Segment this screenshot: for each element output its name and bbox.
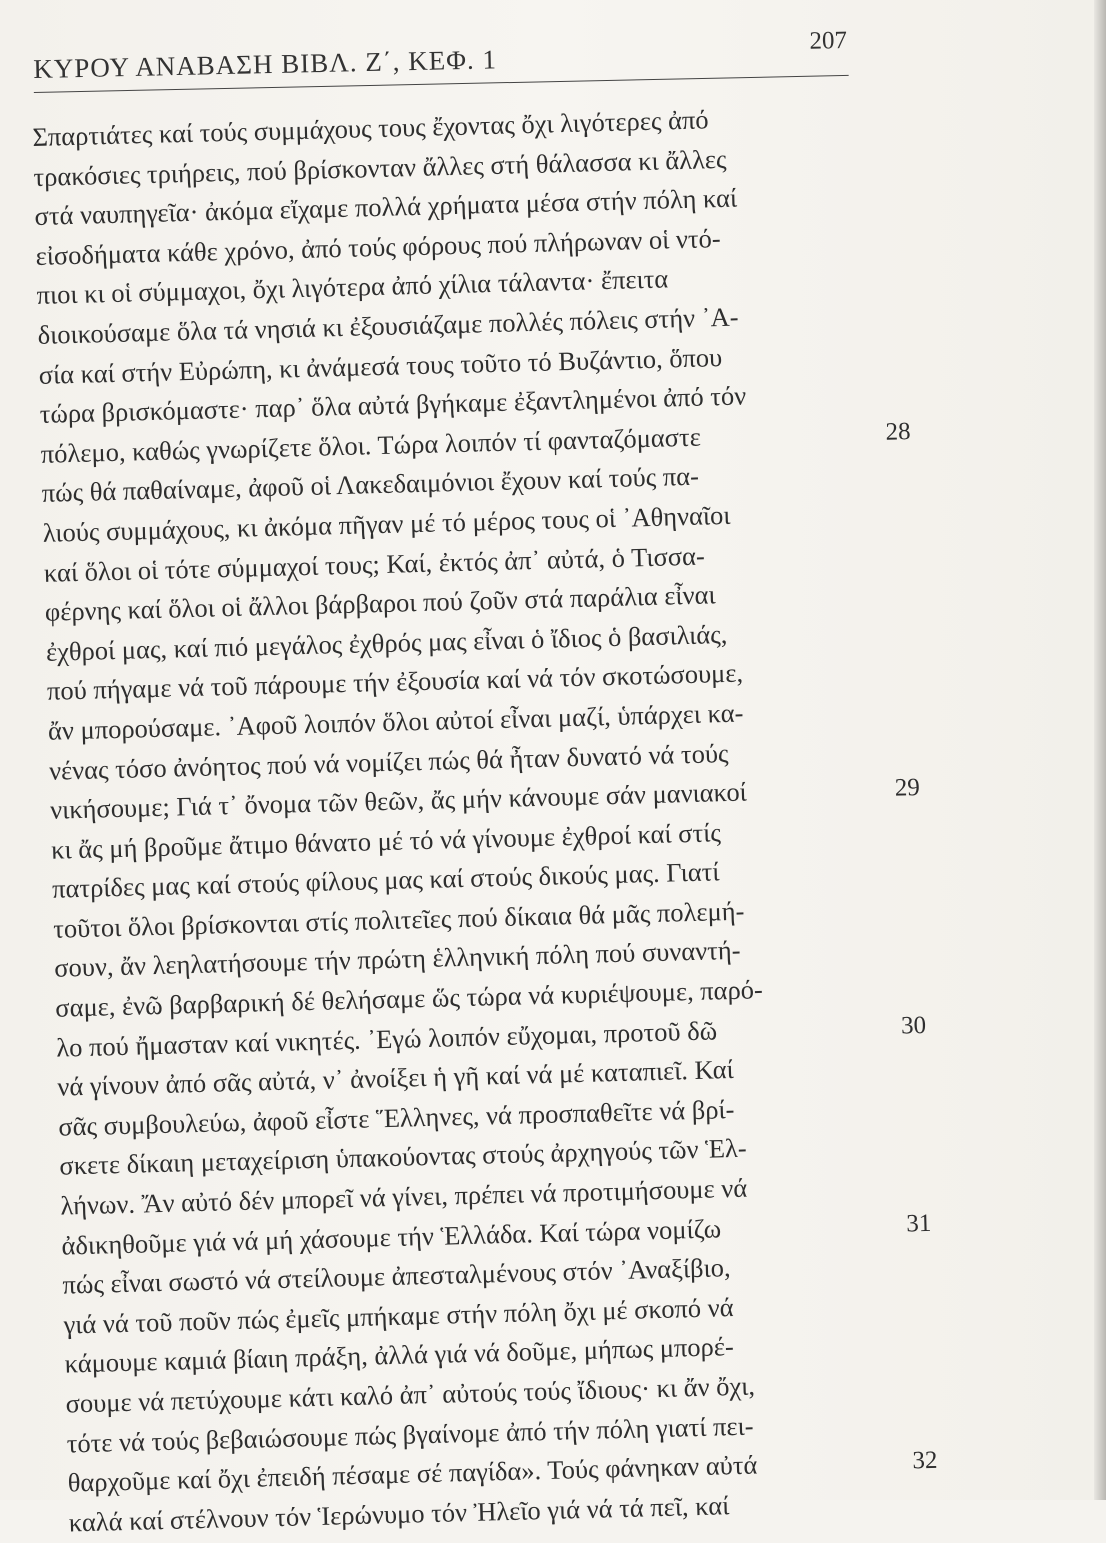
line-text: λο πού ἤμασταν καί νικητές. ᾿Εγώ λοιπόν εὔχομαι, προτοῦ δῶ: [55, 1015, 718, 1063]
line-text: καλά καί στέλνουν τόν Ἱερώνυμο τόν Ἠλεῖο γιά νά τά πεῖ, καί: [68, 1490, 730, 1538]
line-text: πιοι κι οἱ σύμμαχοι, ὄχι λιγότερα ἀπό χίλια τάλαντα· ἔπειτα: [36, 263, 669, 311]
line-text: νικήσουμε; Γιά τ᾿ ὄνομα τῶν θεῶν, ἄς μήν κάνουμε σάν μανιακοί: [49, 776, 748, 825]
running-head: ΚΥΡΟΥ ΑΝΑΒΑΣΗ ΒΙΒΛ. Ζ΄, ΚΕΦ. 1: [33, 44, 498, 85]
line-text: καί ὅλοι οἱ τότε σύμμαχοί τους; Καί, ἐκτός ἀπ᾿ αὐτά, ὁ Τισσα-: [43, 540, 706, 588]
section-number: 31: [905, 1209, 932, 1238]
line-text: σαμε, ἐνῶ βαρβαρική δέ θελήσαμε ὥς τώρα νά κυριέψουμε, παρό-: [54, 974, 764, 1023]
line-text: τρακόσιες τριήρεις, πού βρίσκονταν ἄλλες στή θάλασσα κι ἄλλες: [33, 143, 727, 192]
line-text: τοῦτοι ὅλοι βρίσκονται στίς πολιτεῖες πού δίκαια θά μᾶς πολεμή-: [52, 895, 745, 944]
line-text: θαρχοῦμε καί ὄχι ἐπειδή πέσαμε σέ παγίδα». Τούς φάνηκαν αὐτά: [67, 1449, 758, 1498]
line-text: σία καί στήν Εὐρώπη, κι ἀνάμεσά τους τοῦτο τό Βυζάντιο, ὅπου: [38, 341, 723, 390]
line-text: σουμε νά πετύχουμε κάτι καλό ἀπ᾿ αὐτούς τούς ἴδιους· κι ἄν ὄχι,: [65, 1370, 756, 1419]
line-text: λιούς συμμάχους, κι ἀκόμα πῆγαν μέ τό μέρος τους οἱ ᾿Αθηναῖοι: [42, 499, 731, 548]
line-text: νένας τόσο ἀνόητος πού νά νομίζει πώς θά ἦταν δυνατό νά τούς: [48, 737, 729, 786]
line-text: κάμουμε καμιά βίαιη πράξη, ἀλλά γιά νά δοῦμε, μήπως μπορέ-: [64, 1331, 735, 1379]
line-text: νά γίνουν ἀπό σᾶς αὐτά, ν᾿ ἀνοίξει ἡ γῆ καί νά μέ καταπιεῖ. Καί: [56, 1054, 735, 1102]
line-text: τώρα βρισκόμαστε· παρ᾿ ὅλα αὐτά βγήκαμε ἐξαντλημένοι ἀπό τόν: [39, 380, 747, 430]
page-binding-edge: [1094, 0, 1106, 1500]
line-text: πώς θά παθαίναμε, ἀφοῦ οἱ Λακεδαιμόνιοι ἔχουν καί τούς πα-: [41, 461, 700, 509]
line-text: σᾶς συμβουλεύω, ἀφοῦ εἶστε Ἕλληνες, νά προσπαθεῖτε νά βρί-: [58, 1093, 735, 1142]
line-text: πώς εἶναι σωστό νά στείλουμε ἀπεσταλμένους στόν ᾿Αναξίβιο,: [62, 1252, 731, 1300]
section-number: 29: [894, 774, 921, 802]
line-text: πατρίδες μας καί στούς φίλους μας καί στούς δικούς μας. Γιατί: [51, 856, 720, 905]
line-text: τότε νά τούς βεβαιώσουμε πώς βγαίνομε ἀπό τήν πόλη γιατί πει-: [66, 1410, 754, 1459]
page-header: [33, 27, 854, 100]
line-text: εἰσοδήματα κάθε χρόνο, ἀπό τούς φόρους πού πλήρωναν οἱ ντό-: [35, 222, 721, 271]
line-text: σουν, ἄν λεηλατήσουμε τήν πρώτη ἑλληνική πόλη πού συναντή-: [53, 935, 741, 984]
line-text: κι ἄς μή βροῦμε ἄτιμο θάνατο μέ τό νά γίνουμε ἐχθροί καί στίς: [50, 816, 722, 865]
section-number: 32: [912, 1446, 938, 1475]
section-number: 28: [885, 417, 911, 446]
line-text: ἀδικηθοῦμε γιά νά μή χάσουμε τήν Ἑλλάδα. Καί τώρα νομίζω: [61, 1212, 722, 1261]
line-text: σκετε δίκαιη μεταχείριση ὑπακούοντας στούς ἀρχηγούς τῶν Ἑλ-: [59, 1133, 747, 1182]
line-text: Σπαρτιάτες καί τούς συμμάχους τους ἔχοντας ὄχι λιγότερες ἀπό: [32, 104, 709, 152]
line-text: φέρνης καί ὅλοι οἱ ἄλλοι βάρβαροι πού ζοῦν στά παράλια εἶναι: [44, 579, 716, 627]
line-text: πού πήγαμε νά τοῦ πάρουμε τήν ἐξουσία καί νά τόν σκοτώσουμε,: [46, 657, 744, 707]
line-text: γιά νά τοῦ ποῦν πώς ἐμεῖς μπήκαμε στήν πόλη ὄχι μέ σκοπό νά: [63, 1291, 734, 1340]
line-text: πόλεμο, καθώς γνωρίζετε ὅλοι. Τώρα λοιπόν τί φανταζόμαστε: [40, 421, 702, 469]
section-number: 30: [900, 1011, 927, 1040]
line-text: λήνων. Ἄν αὐτό δέν μπορεῖ νά γίνει, πρέπει νά προτιμήσουμε νά: [60, 1172, 748, 1221]
page-number: 207: [809, 26, 848, 55]
line-text: ἄν μπορούσαμε. ᾿Αφοῦ λοιπόν ὅλοι αὐτοί εἶναι μαζί, ὑπάρχει κα-: [47, 697, 744, 746]
line-text: ἐχθροί μας, καί πιό μεγάλος ἐχθρός μας εἶναι ὁ ἴδιος ὁ βασιλιάς,: [45, 618, 728, 667]
line-text: διοικούσαμε ὅλα τά νησιά κι ἐξουσιάζαμε πολλές πόλεις στήν ᾿Α-: [37, 301, 739, 350]
body-text: [32, 94, 969, 1542]
line-text: στά ναυπηγεῖα· ἀκόμα εἴχαμε πολλά χρήματα μέσα στήν πόλη καί: [34, 182, 738, 232]
